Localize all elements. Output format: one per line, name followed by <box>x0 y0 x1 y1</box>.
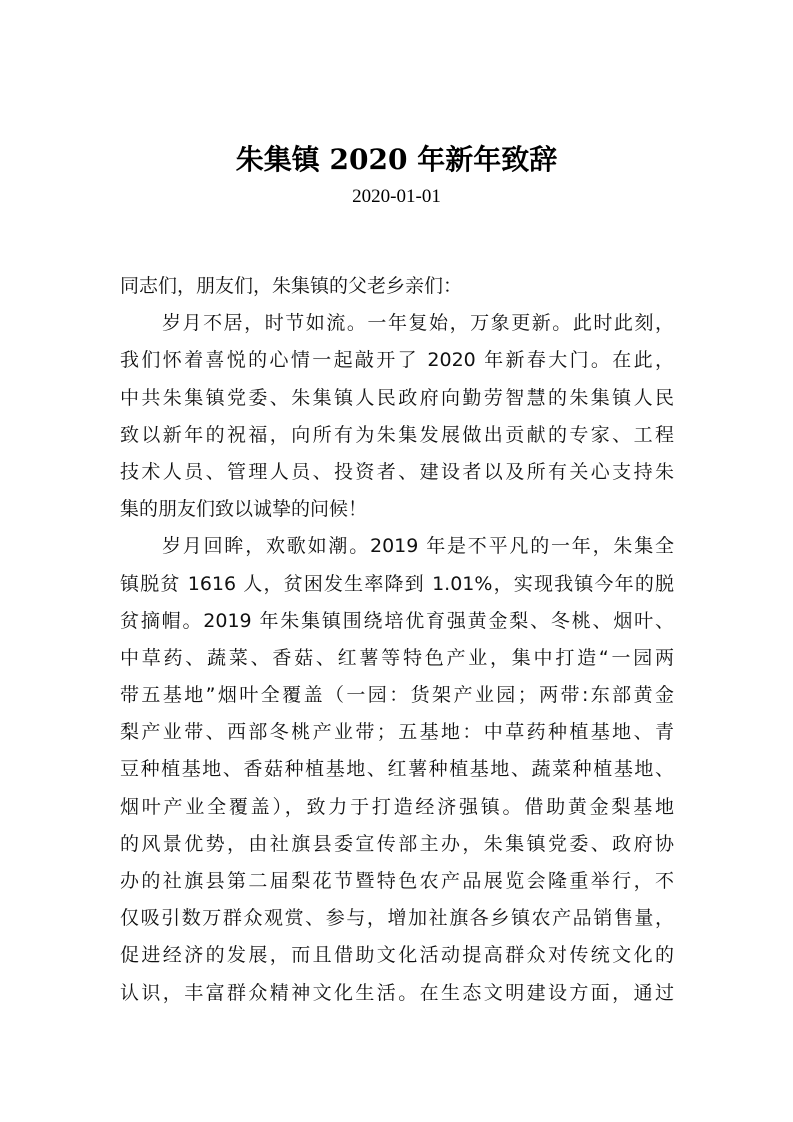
body-line: 镇脱贫 1616 人，贫困发生率降到 1.01%，实现我镇今年的脱 <box>120 572 674 595</box>
body-line: 豆种植基地、香菇种植基地、红薯种植基地、蔬菜种植基地、 <box>120 758 674 781</box>
body-line: 同志们，朋友们，朱集镇的父老乡亲们： <box>120 275 463 297</box>
body-line: 办的社旗县第二届梨花节暨特色农产品展览会隆重举行，不 <box>120 870 674 892</box>
body-line: 烟叶产业全覆盖），致力于打造经济强镇。借助黄金梨基地 <box>120 795 674 818</box>
document-body <box>120 268 674 1012</box>
document-date: 2020-01-01 <box>352 186 441 207</box>
body-line: 促进经济的发展，而且借助文化活动提高群众对传统文化的 <box>120 944 674 967</box>
body-line: 认识，丰富群众精神文化生活。在生态文明建设方面，通过 <box>120 981 674 1004</box>
body-line: 中草药、蔬菜、香菇、红薯等特色产业，集中打造“一园两 <box>120 646 674 669</box>
body-line: 梨产业带、西部冬桃产业带；五基地：中草药种植基地、青 <box>120 721 674 744</box>
body-line: 技术人员、管理人员、投资者、建设者以及所有关心支持朱 <box>120 460 674 483</box>
document-title: 朱集镇 2020 年新年致辞 <box>235 143 558 176</box>
body-line: 的风景优势，由社旗县委宣传部主办，朱集镇党委、政府协 <box>120 832 674 855</box>
body-line: 我们怀着喜悦的心情一起敲开了 2020 年新春大门。在此， <box>120 349 674 372</box>
body-line: 岁月回眸，欢歌如潮。2019 年是不平凡的一年，朱集全 <box>162 535 674 558</box>
body-line: 带五基地”烟叶全覆盖（一园：货架产业园；两带:东部黄金 <box>120 684 674 707</box>
body-line: 仅吸引数万群众观赏、参与，增加社旗各乡镇农产品销售量， <box>120 907 674 930</box>
body-line: 致以新年的祝福，向所有为朱集发展做出贡献的专家、工程 <box>120 423 674 446</box>
body-line: 中共朱集镇党委、朱集镇人民政府向勤劳智慧的朱集镇人民 <box>120 386 674 409</box>
body-line: 岁月不居，时节如流。一年复始，万象更新。此时此刻， <box>162 312 674 335</box>
body-line: 贫摘帽。2019 年朱集镇围绕培优育强黄金梨、冬桃、烟叶、 <box>120 609 674 632</box>
body-line: 集的朋友们致以诚挚的问候！ <box>120 498 368 521</box>
